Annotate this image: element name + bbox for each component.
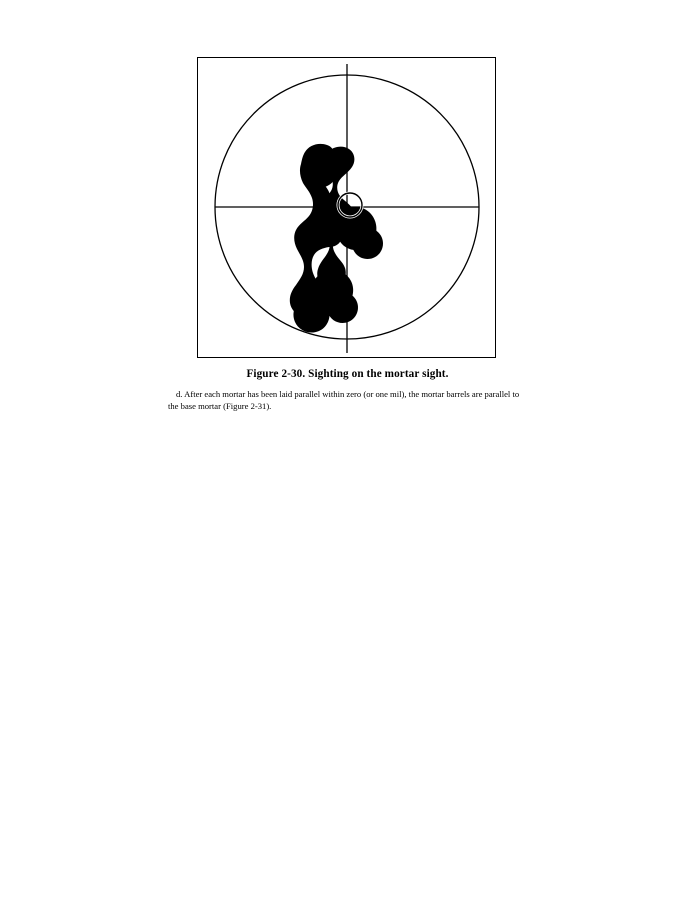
silhouette-right-lobe xyxy=(352,228,383,259)
mortar-sight-reticle-illustration xyxy=(197,57,498,360)
silhouette-upper-head xyxy=(302,153,338,187)
paragraph-text: After each mortar has been laid parallel within zero (or one mil), the mortar barrels are parallel to the base mortar (Figure 2-31). xyxy=(168,389,520,412)
figure-2-30 xyxy=(197,57,498,360)
figure-caption: Figure 2-30. Sighting on the mortar sight. xyxy=(246,368,449,380)
body-paragraph xyxy=(168,388,528,412)
silhouette-lower-right xyxy=(327,292,358,323)
silhouette-lower-left xyxy=(293,296,329,332)
paragraph-marker: d. xyxy=(176,389,183,399)
